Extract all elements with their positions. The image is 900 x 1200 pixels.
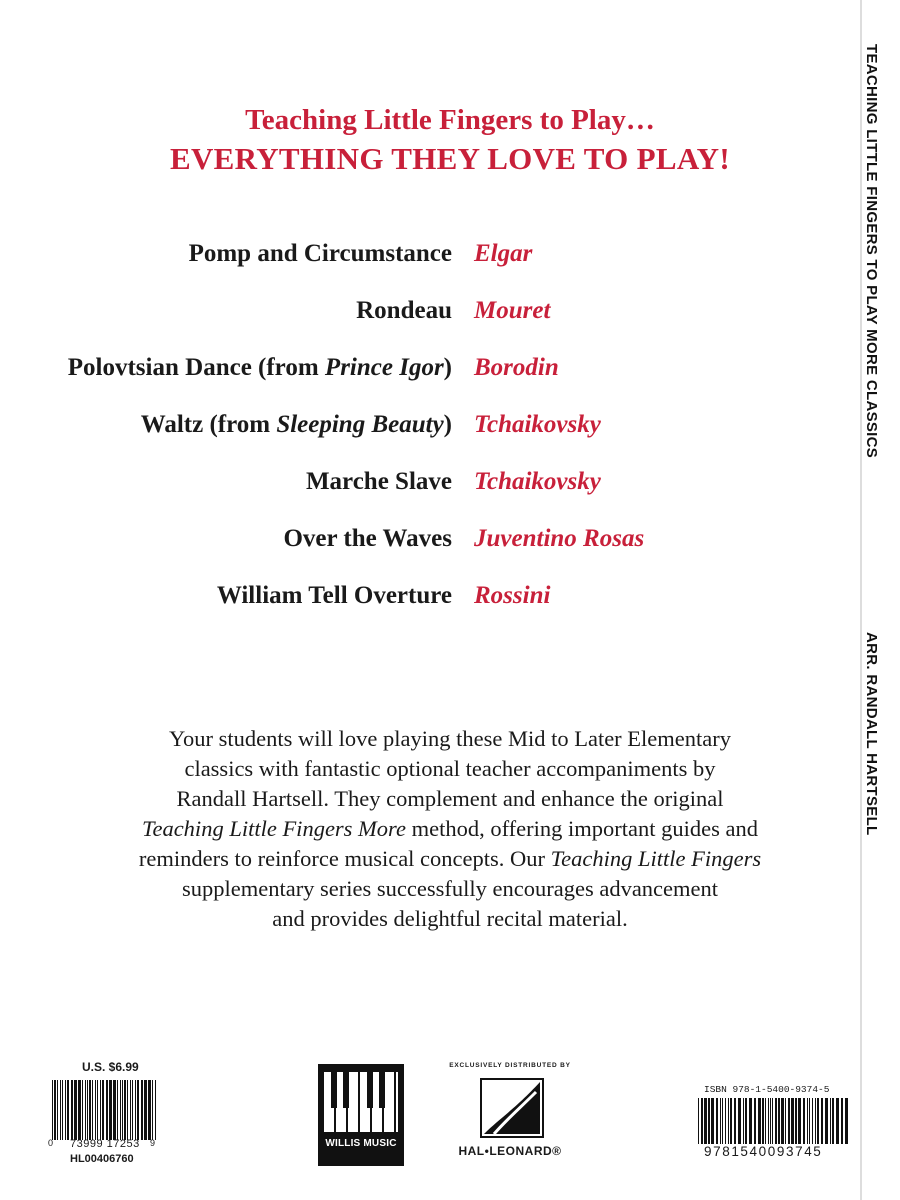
barcode-bar	[122, 1080, 123, 1140]
barcode-bar	[825, 1098, 828, 1144]
song-title: Over the Waves	[283, 525, 452, 552]
barcode-bar	[722, 1098, 723, 1144]
barcode-bar	[71, 1080, 73, 1140]
barcode-bar	[781, 1098, 784, 1144]
hal-leonard-wordmark: HAL•LEONARD®	[458, 1144, 562, 1158]
barcode-bar	[78, 1080, 81, 1140]
barcode-bar	[148, 1080, 151, 1140]
heading-tagline: Teaching Little Fingers to Play…	[245, 104, 655, 136]
song-composer: Juventino Rosas	[474, 525, 645, 552]
barcode-bar	[141, 1080, 143, 1140]
barcode-bar	[102, 1080, 104, 1140]
barcode-bar	[132, 1080, 133, 1140]
song-composer: Borodin	[474, 354, 559, 381]
barcode-bar	[54, 1080, 56, 1140]
barcode-bar	[754, 1098, 756, 1144]
spine-arranger: ARR. RANDALL HARTSELL	[863, 632, 880, 836]
barcode-bar	[720, 1098, 721, 1144]
song-title: Pomp and Circumstance	[188, 240, 452, 267]
isbn-barcode	[698, 1098, 848, 1144]
song-title: Rondeau	[356, 297, 452, 324]
upc-digits: 73999 17253	[70, 1138, 140, 1150]
barcode-bar	[127, 1080, 128, 1140]
barcode-bar	[762, 1098, 764, 1144]
song-row	[0, 525, 900, 565]
price-label: U.S. $6.99	[82, 1060, 139, 1074]
barcode-bar	[817, 1098, 819, 1144]
song-title: Waltz (from Sleeping Beauty)	[140, 411, 452, 438]
barcode-bar	[832, 1098, 834, 1144]
barcode-bar	[765, 1098, 766, 1144]
ean-digits: 9781540093745	[704, 1144, 823, 1159]
book-description: Your students will love playing these Mid to Later Elementary classics with fantastic optional teacher accompaniments by Randall Hartsell. They complement and enhance the original Teaching Little Fingers More method, offering important guides and reminders to reinforce musical concepts. Our Teaching Little Fingers supplementary series successfully encourages advancement and provides delightful recital material.	[138, 726, 762, 931]
barcode-bar	[728, 1098, 729, 1144]
barcode-bar	[749, 1098, 752, 1144]
song-title: Marche Slave	[305, 468, 452, 495]
song-row	[0, 411, 900, 451]
upc-block	[48, 1060, 160, 1170]
barcode-bar	[809, 1098, 810, 1144]
barcode-bar	[743, 1098, 744, 1144]
song-row	[0, 582, 900, 622]
barcode-bar	[785, 1098, 786, 1144]
barcode-bar	[807, 1098, 808, 1144]
barcode-bar	[845, 1098, 848, 1144]
barcode-bar	[82, 1080, 83, 1140]
barcode-bar	[120, 1080, 121, 1140]
barcode-bar	[821, 1098, 823, 1144]
barcode-bar	[137, 1080, 139, 1140]
barcode-bar	[830, 1098, 831, 1144]
barcode-bar	[87, 1080, 88, 1140]
song-title: William Tell Overture	[216, 582, 452, 609]
heading-slogan: EVERYTHING THEY LOVE TO PLAY!	[169, 141, 730, 176]
barcode-bar	[738, 1098, 741, 1144]
work-title: Prince Igor	[324, 354, 444, 381]
barcode-bar	[745, 1098, 747, 1144]
barcode-bar	[100, 1080, 101, 1140]
song-title: Polovtsian Dance (from Prince Igor)	[67, 354, 452, 381]
barcode-bar	[152, 1080, 153, 1140]
barcode-bar	[795, 1098, 797, 1144]
barcode-bar	[836, 1098, 839, 1144]
isbn-label: ISBN 978-1-5400-9374-5	[704, 1084, 830, 1095]
willis-music-label: WILLIS MUSIC	[325, 1138, 397, 1149]
barcode-bar	[758, 1098, 761, 1144]
song-row	[0, 240, 900, 280]
barcode-bar	[772, 1098, 773, 1144]
barcode-bar	[85, 1080, 86, 1140]
barcode-bar	[698, 1098, 699, 1144]
distributor-note: EXCLUSIVELY DISTRIBUTED BY	[449, 1062, 571, 1069]
barcode-bar	[788, 1098, 790, 1144]
barcode-bar	[144, 1080, 147, 1140]
barcode-bar	[92, 1080, 93, 1140]
song-row	[0, 354, 900, 394]
barcode-bar	[734, 1098, 736, 1144]
song-row	[0, 468, 900, 508]
barcode-bar	[701, 1098, 703, 1144]
item-code: HL00406760	[70, 1153, 134, 1165]
barcode-bar	[778, 1098, 780, 1144]
barcode-bar	[95, 1080, 96, 1140]
isbn-block	[698, 1084, 850, 1164]
upc-barcode	[52, 1080, 156, 1140]
barcode-bar	[725, 1098, 726, 1144]
barcode-bar	[52, 1080, 53, 1140]
barcode-bar	[841, 1098, 843, 1144]
upc-digit-right: 9	[150, 1138, 156, 1148]
barcode-bar	[135, 1080, 136, 1140]
barcode-bar	[67, 1080, 69, 1140]
barcode-bar	[60, 1080, 61, 1140]
song-composer: Rossini	[474, 582, 551, 609]
barcode-bar	[117, 1080, 118, 1140]
barcode-bar	[89, 1080, 91, 1140]
barcode-bar	[124, 1080, 126, 1140]
barcode-bar	[812, 1098, 813, 1144]
song-composer: Elgar	[474, 240, 533, 267]
barcode-bar	[113, 1080, 116, 1140]
barcode-bar	[704, 1098, 707, 1144]
barcode-bar	[803, 1098, 805, 1144]
barcode-bar	[109, 1080, 112, 1140]
upc-digit-left: 0	[48, 1138, 54, 1148]
barcode-bar	[155, 1080, 156, 1140]
willis-music-logo	[318, 1064, 404, 1166]
barcode-bar	[716, 1098, 718, 1144]
barcode-bar	[815, 1098, 816, 1144]
barcode-bar	[708, 1098, 710, 1144]
song-row	[0, 297, 900, 337]
barcode-bar	[791, 1098, 794, 1144]
song-composer: Mouret	[474, 297, 551, 324]
barcode-bar	[62, 1080, 63, 1140]
song-composer: Tchaikovsky	[474, 411, 601, 438]
barcode-bar	[106, 1080, 108, 1140]
barcode-bar	[97, 1080, 98, 1140]
barcode-bar	[798, 1098, 801, 1144]
barcode-bar	[57, 1080, 58, 1140]
barcode-bar	[768, 1098, 769, 1144]
piano-keys-icon	[324, 1072, 398, 1132]
song-composer: Tchaikovsky	[474, 468, 601, 495]
work-title: Sleeping Beauty	[276, 411, 444, 438]
hal-leonard-block	[430, 1062, 590, 1162]
barcode-bar	[74, 1080, 77, 1140]
spine-title: TEACHING LITTLE FINGERS TO PLAY MORE CLASSICS	[863, 44, 880, 459]
barcode-bar	[770, 1098, 771, 1144]
barcode-bar	[775, 1098, 777, 1144]
barcode-bar	[130, 1080, 131, 1140]
barcode-bar	[711, 1098, 714, 1144]
barcode-bar	[730, 1098, 732, 1144]
barcode-bar	[65, 1080, 66, 1140]
hal-leonard-logo-icon	[480, 1078, 544, 1138]
